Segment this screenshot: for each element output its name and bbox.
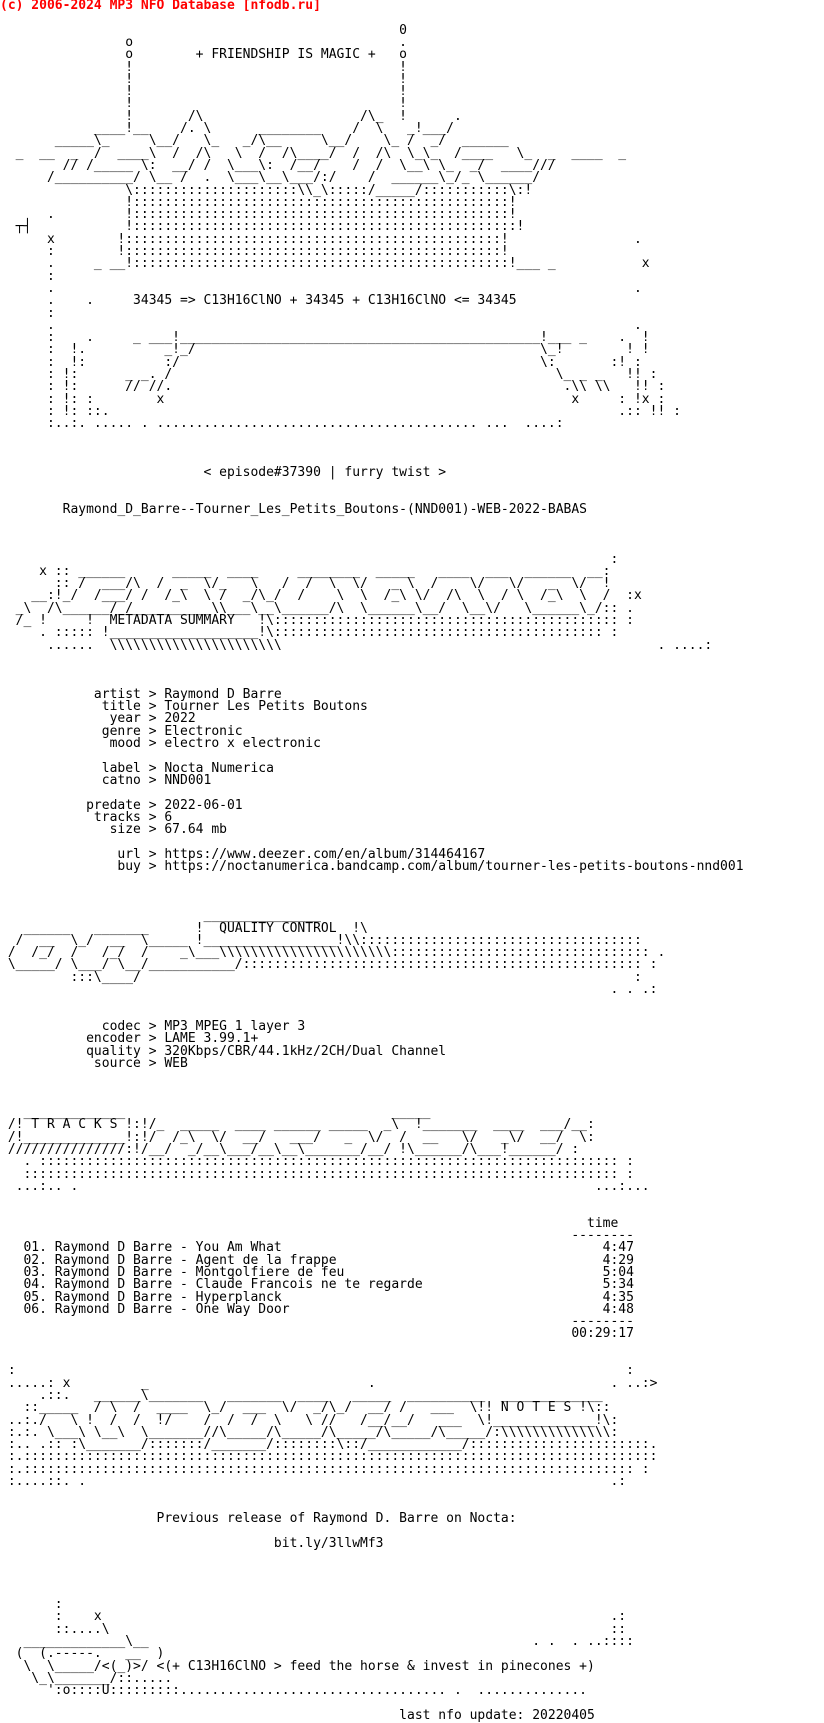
nfo-line: title > Tourner Les Petits Boutons bbox=[0, 699, 368, 715]
nfo-line: : : bbox=[0, 1363, 634, 1379]
nfo-line: ┬┤ !:::::::::::::::::::::::::::::::::::::::::::::::::! bbox=[0, 219, 525, 235]
nfo-line: < episode#37390 | furry twist > bbox=[0, 465, 447, 481]
nfo-line: / __ \_/ __ \_____ !_________________!\\:::::::::::::::::::::::::::::::::::: bbox=[0, 932, 642, 948]
nfo-line: ..:./ \ ! / / !/ / / / \ \ // /__/__/ ___ \!_____________!\: bbox=[0, 1412, 619, 1428]
nfo-line: : !: _ _. / \_ _ _ !! : bbox=[0, 367, 658, 382]
nfo-line: predate > 2022-06-01 bbox=[0, 797, 243, 813]
nfo-line: 00:29:17 bbox=[0, 1326, 634, 1342]
nfo-line: 03. Raymond D Barre - Montgolfiere de feu 5:04 bbox=[0, 1264, 634, 1280]
nfo-line: 01. Raymond D Barre - You Am What 4:47 bbox=[0, 1240, 634, 1256]
nfo-line: ! /\ /\_ ! . bbox=[0, 108, 462, 124]
nfo-line: \ \_____/<(_)>/ <(+ C13H16ClNO > feed the horse & invest in pinecones +) bbox=[0, 1658, 595, 1674]
nfo-line: :....::. . .: bbox=[0, 1474, 627, 1489]
nfo-line: // /_____ \: __/ / \___\: /__/ / / \__\ \_ _/ ____/// bbox=[0, 157, 556, 173]
nfo-line: /_ ! ! METADATA SUMMARY !\:::::::::::::::::::::::::::::::::::::::::::: : bbox=[0, 613, 634, 628]
nfo-line: .....: x _ . . ..:> bbox=[0, 1375, 658, 1391]
nfo-line: ...... \\\\\\\\\\\\\\\\\\\\\\ . ....: bbox=[0, 637, 713, 653]
nfo-line: quality > 320Kbps/CBR/44.1kHz/2CH/Dual Channel bbox=[0, 1043, 447, 1059]
nfo-line: : !: ::. .:: !! : bbox=[0, 403, 681, 419]
nfo-line: :..:. ..... . ......................................... ... ....: bbox=[0, 416, 564, 432]
nfo-line: tracks > 6 bbox=[0, 809, 173, 825]
nfo-line: ///////////////:!/__/ _/__\___/__\__\_______/__/ !\______/\___!______/ : bbox=[0, 1141, 580, 1157]
nfo-line: !::::::::::::::::::::::::::::::::::::::::::::::::! bbox=[0, 194, 517, 210]
nfo-line: .::. ______\_______ _______ ____ _____ __________ _____________ bbox=[0, 1387, 603, 1403]
nfo-line: buy > https://noctanumerica.bandcamp.com/album/tourner-les-petits-boutons-nnd001 bbox=[0, 859, 744, 874]
nfo-line: genre > Electronic bbox=[0, 723, 243, 739]
nfo-line: size > 67.64 mb bbox=[0, 822, 227, 838]
nfo-line: url > https://www.deezer.com/en/album/314464167 bbox=[0, 846, 486, 862]
nfo-line: ::....\ :: bbox=[0, 1621, 627, 1637]
nfo-line: ! ! bbox=[0, 71, 407, 87]
nfo-line: . . .: bbox=[0, 982, 658, 997]
nfo-line: artist > Raymond D Barre bbox=[0, 686, 282, 702]
nfo-line: _______________ bbox=[0, 908, 321, 924]
site-header: (c) 2006-2024 MP3 NFO Database [nfodb.ru] bbox=[0, 0, 321, 13]
nfo-line: . _ __!::::::::::::::::::::::::::::::::::::::::::::::::!___ _ x bbox=[0, 256, 650, 272]
nfo-line: -------- bbox=[0, 1228, 634, 1243]
nfo-line: o . bbox=[0, 34, 407, 50]
nfo-line: ____!__ /. \ ________ / \ _!___/ bbox=[0, 121, 454, 136]
nfo-line: _ __ _ / ____\ / /\ \ / /\____/ / /\ \_\_ /____ \_ _ ____ _ bbox=[0, 145, 627, 161]
nfo-line: \_\_______/::..... bbox=[0, 1670, 173, 1686]
nfo-line: time bbox=[0, 1215, 619, 1231]
nfo-line: : bbox=[0, 551, 619, 567]
nfo-line: : !: // //. .\\ \\ !! : bbox=[0, 379, 666, 395]
nfo-line: :: / ___/\ / _ \/_ \ / / \ \/ _ \ / \/ \/ _ \/ ! bbox=[0, 576, 611, 592]
nfo-line: :.:. \___\ \__\ \_______//\_____/\_____/\_____/\_____/\_____/:\\\\\\\\\\\\\\: bbox=[0, 1424, 619, 1440]
nfo-line: : !: : x x : !x : bbox=[0, 391, 666, 407]
nfo-line: _____________ _____ bbox=[0, 1105, 431, 1120]
nfo-line: : !: :/ \: :! : bbox=[0, 354, 642, 370]
nfo-line: :.. .:: :\_______/:::::::/_______/::::::::\::/____________/:::::::::::::::::::::::. bbox=[0, 1437, 658, 1453]
nfo-line: ! ! bbox=[0, 59, 407, 75]
nfo-line: catno > NND001 bbox=[0, 772, 212, 788]
nfo-line: : bbox=[0, 1597, 63, 1612]
nfo-line: : . _ ___!______________________________________________!___ _ . ! bbox=[0, 330, 650, 346]
nfo-line: . . 34345 => C13H16ClNO + 34345 + C13H16ClNO <= 34345 bbox=[0, 293, 517, 309]
nfo-line: Previous release of Raymond D. Barre on Nocta: bbox=[0, 1510, 517, 1526]
nfo-line: :.:::::::::::::::::::::::::::::::::::::::::::::::::::::::::::::::::::::::::::::: : bbox=[0, 1461, 650, 1477]
nfo-line: source > WEB bbox=[0, 1055, 188, 1071]
nfo-line: _\ /\______/_/__________\\___\__\______/\ \______\__/ \__\/ \______\_/:: . bbox=[0, 600, 634, 616]
nfo-line: 05. Raymond D Barre - Hyperplanck 4:35 bbox=[0, 1289, 634, 1305]
nfo-line: mood > electro x electronic bbox=[0, 736, 321, 751]
nfo-line: . . bbox=[0, 317, 642, 333]
nfo-line: . !::::::::::::::::::::::::::::::::::::::::::::::::! bbox=[0, 207, 517, 223]
nfo-line: encoder > LAME 3.99.1+ bbox=[0, 1031, 259, 1047]
nfo-line: _____________\__ . . . ..:::: bbox=[0, 1633, 634, 1649]
nfo-line: bit.ly/3llwMf3 bbox=[0, 1535, 384, 1551]
nfo-line: :::\____/ : bbox=[0, 969, 642, 985]
nfo-line: 06. Raymond D Barre - One Way Door 4:48 bbox=[0, 1301, 634, 1317]
nfo-line: /! T R A C K S !:!/_ _____ ____ ______ _____ _\ !_______ ____ ___/__: bbox=[0, 1117, 595, 1133]
nfo-line: . :::::::::::::::::::::::::::::::::::::::::::::::::::::::::::::::::::::::::: : bbox=[0, 1154, 634, 1170]
nfo-line: : !. _!_/ \_! ! ! bbox=[0, 342, 650, 358]
nfo-line: /!_____________!:!/ /_\ \/ __/ ___/ _ \/ / __ \/ _\/ __/ \: bbox=[0, 1129, 595, 1145]
nfo-line: 0 bbox=[0, 22, 407, 38]
nfo-line: \_____/ \___/ \__/___________/::::::::::::::::::::::::::::::::::::::::::::::::::: : bbox=[0, 957, 658, 973]
nfo-line: ! ! bbox=[0, 96, 407, 112]
nfo-line: ...:.. . ...:... bbox=[0, 1178, 650, 1194]
nfo-line: o + FRIENDSHIP IS MAGIC + o bbox=[0, 47, 407, 63]
nfo-line: ! ! bbox=[0, 84, 407, 100]
nfo-line: ':o::::U:::::::::.................................. . .............. bbox=[0, 1683, 587, 1699]
nfo-line: x !::::::::::::::::::::::::::::::::::::::::::::::::! . bbox=[0, 231, 642, 247]
nfo-line: 04. Raymond D Barre - Claude Francois ne te regarde 5:34 bbox=[0, 1277, 634, 1293]
nfo-line: :.::::::::::::::::::::::::::::::::::::::::::::::::::::::::::::::::::::::::::::::::: bbox=[0, 1449, 658, 1465]
nfo-line: :::::::::::::::::::::::::::::::::::::::::::::::::::::::::::::::::::::::::::: : bbox=[0, 1166, 634, 1182]
nfo-line: : x .: bbox=[0, 1609, 627, 1625]
nfo-line: year > 2022 bbox=[0, 711, 196, 727]
nfo-line: : !::::::::::::::::::::::::::::::::::::::::::::::::! bbox=[0, 244, 509, 259]
nfo-line: . . bbox=[0, 280, 642, 296]
nfo-line: /__________/ \__ / . \___\__\___/:/ / ______\_/_ \______/ bbox=[0, 170, 541, 186]
nfo-line: : bbox=[0, 305, 55, 321]
nfo-line: . ::::: !___________________!\:::::::::::::::::::::::::::::::::::::::::: : bbox=[0, 625, 619, 641]
nfo-line: _____\_ \__/ \_ _/\__ \__/ \_ / _/ ______ bbox=[0, 133, 509, 149]
nfo-line: Raymond_D_Barre--Tourner_Les_Petits_Boutons-(NND001)-WEB-2022-BABAS bbox=[0, 502, 587, 518]
nfo-line: / /_/ / /_/ / _\___\\\\\\\\\\\\\\\\\\\\\\::::::::::::::::::::::::::::::::: . bbox=[0, 945, 666, 961]
nfo-line: ( (.-----. __ ) bbox=[0, 1646, 165, 1662]
nfo-line: ::_____ / \ / ____ \_/ ___ \/ _/\_/ __/ / ___ \!! N O T E S !\:: bbox=[0, 1400, 611, 1416]
nfo-line: : bbox=[0, 268, 55, 284]
nfo-line: last nfo update: 20220405 bbox=[0, 1707, 595, 1723]
nfo-line: -------- bbox=[0, 1314, 634, 1330]
nfo-line: 02. Raymond D Barre - Agent de la frappe 4:29 bbox=[0, 1252, 634, 1268]
nfo-line: label > Nocta Numerica bbox=[0, 760, 274, 776]
nfo-line: \:::::::::::::::::::::\\_\:::::/_____/:::::::::::\:! bbox=[0, 182, 533, 198]
nfo-line: ______ _______ ! QUALITY CONTROL !\ bbox=[0, 920, 368, 936]
nfo-line: __:!_/ /___/ / /_\ \ / _/\_/ / \ \ /_\ \/ /\ \ / \ /_\ \ / :x bbox=[0, 588, 642, 604]
nfo-line: codec > MP3 MPEG 1 layer 3 bbox=[0, 1018, 306, 1034]
nfo-line: x :: ______ _____ ____ ________ _____ ____ ___ ______ __: bbox=[0, 563, 611, 579]
